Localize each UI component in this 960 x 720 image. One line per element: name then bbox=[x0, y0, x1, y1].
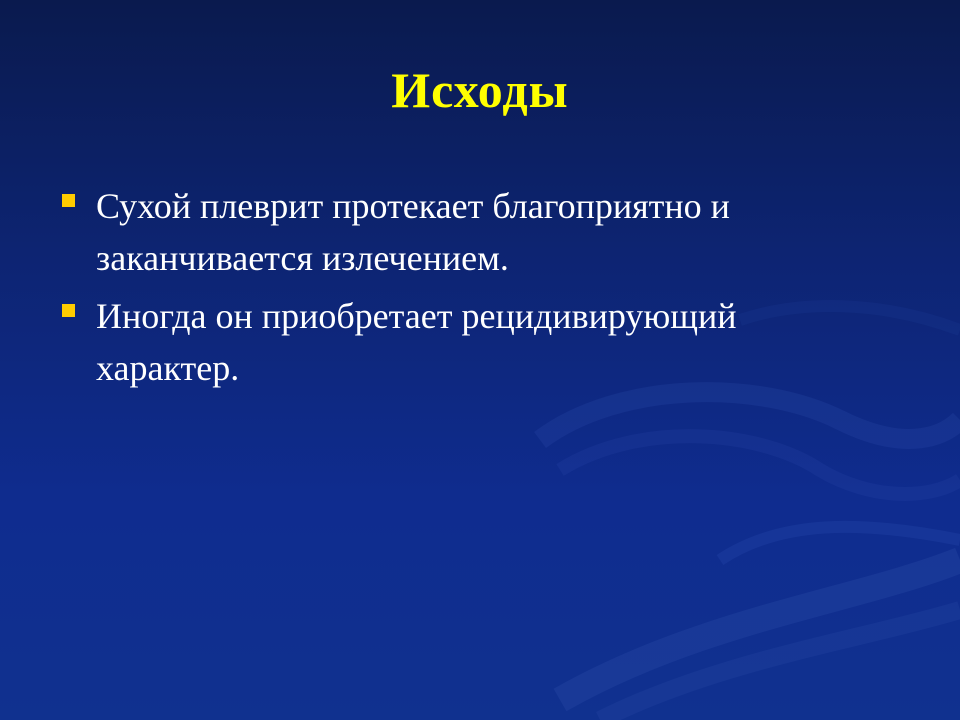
slide-title: Исходы bbox=[391, 62, 569, 118]
bullet-item bbox=[60, 180, 880, 284]
bullet-item bbox=[60, 290, 880, 394]
bullet-text: Сухой плеврит протекает благоприятно и заканчивается излечением. bbox=[96, 186, 730, 278]
bullet-text: Иногда он приобретает рецидивирующий характер. bbox=[96, 296, 737, 388]
bullet-list bbox=[60, 180, 880, 400]
square-bullet-icon bbox=[62, 194, 75, 207]
square-bullet-icon bbox=[62, 304, 75, 317]
